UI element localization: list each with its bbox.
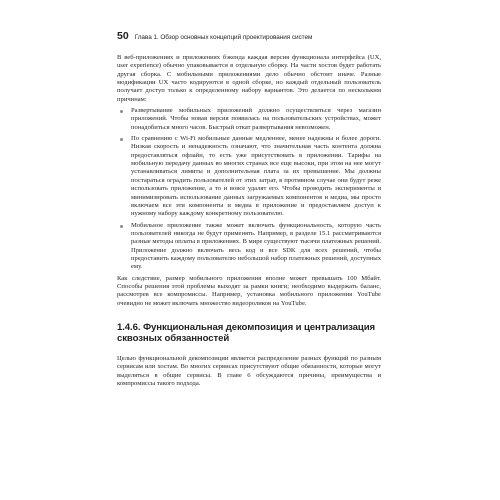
bullet-item-app-store: [117, 107, 381, 132]
section-paragraph: Целью функциональной декомпозиции является распределение разных функций по разным сервисам или хостам. Во многих сервисах присутствуют общие обязанности, которые могут выделяться в общие сервисы. В главе 6 обсуждаются причины, преимущества и компромиссы такого подхода.: [117, 354, 381, 387]
chapter-title: Глава 1. Обзор основных концепций проектирования систем: [134, 34, 313, 41]
running-head: [117, 30, 381, 44]
page-number: 50: [117, 30, 129, 42]
bullet-text: Мобильное приложение также может включать функциональность, которую часть пользователей никогда не будут применять. Например, в разделе 15.1 рассматриваются разные методы оплаты в приложениях. В мире существуют тысячи платежных решений. Приложение должно включать весь код и все SDK для всех решений, чтобы предоставить каждому пользователю небольшой набор платежных решений, доступных ему.: [131, 221, 381, 271]
bullet-item-payments: [117, 222, 381, 272]
bullet-dot-icon: [120, 110, 123, 113]
bullet-dot-icon: [120, 225, 123, 228]
bullet-text: По сравнению с Wi-Fi мобильные данные медленнее, менее надежны и более дороги. Низкая скорость и ненадежность означают, что значительная часть контента должна предоставляться офлайн, то есть уже присутствовать в приложении. Тарифы на мобильную передачу данных во многих странах все еще высоки, при этом на нее могут устанавливаться лимиты и дополнительная плата за их превышение. Мы должны постараться оградить пользователей от этих затрат, в противном случае они будут реже использовать приложение, а то и вовсе удалят его. Чтобы проводить эксперименты и минимизировать использование данных загружаемых компонентов и медиа, мы просто включаем все эти компоненты и медиа в приложение и предоставляем доступ к нужному набору каждому конкретному пользователю.: [131, 135, 381, 218]
bullet-text: Развертывание мобильных приложений должно осуществляться через магазин приложений. Чтобы новая версия появилась на пользовательских устройствах, может понадобиться много часов. Быстрый откат развертывания невозможен.: [131, 107, 381, 131]
bullet-item-mobile-data: [117, 135, 381, 218]
closing-paragraph: Как следствие, размер мобильного приложения вполне может превышать 100 Мбайт. Способы решения этой проблемы выходят за рамки книги; необходимо выдержать баланс, рассмотрев все компромиссы. Например, установка мобильного приложения YouTube очевидно не может включать множество видеороликов на YouTube.: [117, 274, 381, 307]
section-heading: 1.4.6. Функциональная декомпозиция и централизация сквозных обязанностей: [117, 321, 375, 345]
bullet-list: [117, 107, 381, 272]
intro-paragraph: В веб-приложениях и приложениях бэкенда каждая версия функционала интерфейса (UX, user experience) обычно упаковывается в отдельную сборку. На части хостов будет работать другая сборка. С мобильными приложениями дело обычно обстоит иначе. Разные модификации UX часто кодируются в одной сборке, но каждый отдельный пользователь получает доступ только к определенному набору вариантов. Это делается по нескольким причинам:: [117, 54, 381, 103]
book-page: [117, 30, 381, 391]
bullet-dot-icon: [120, 138, 123, 141]
